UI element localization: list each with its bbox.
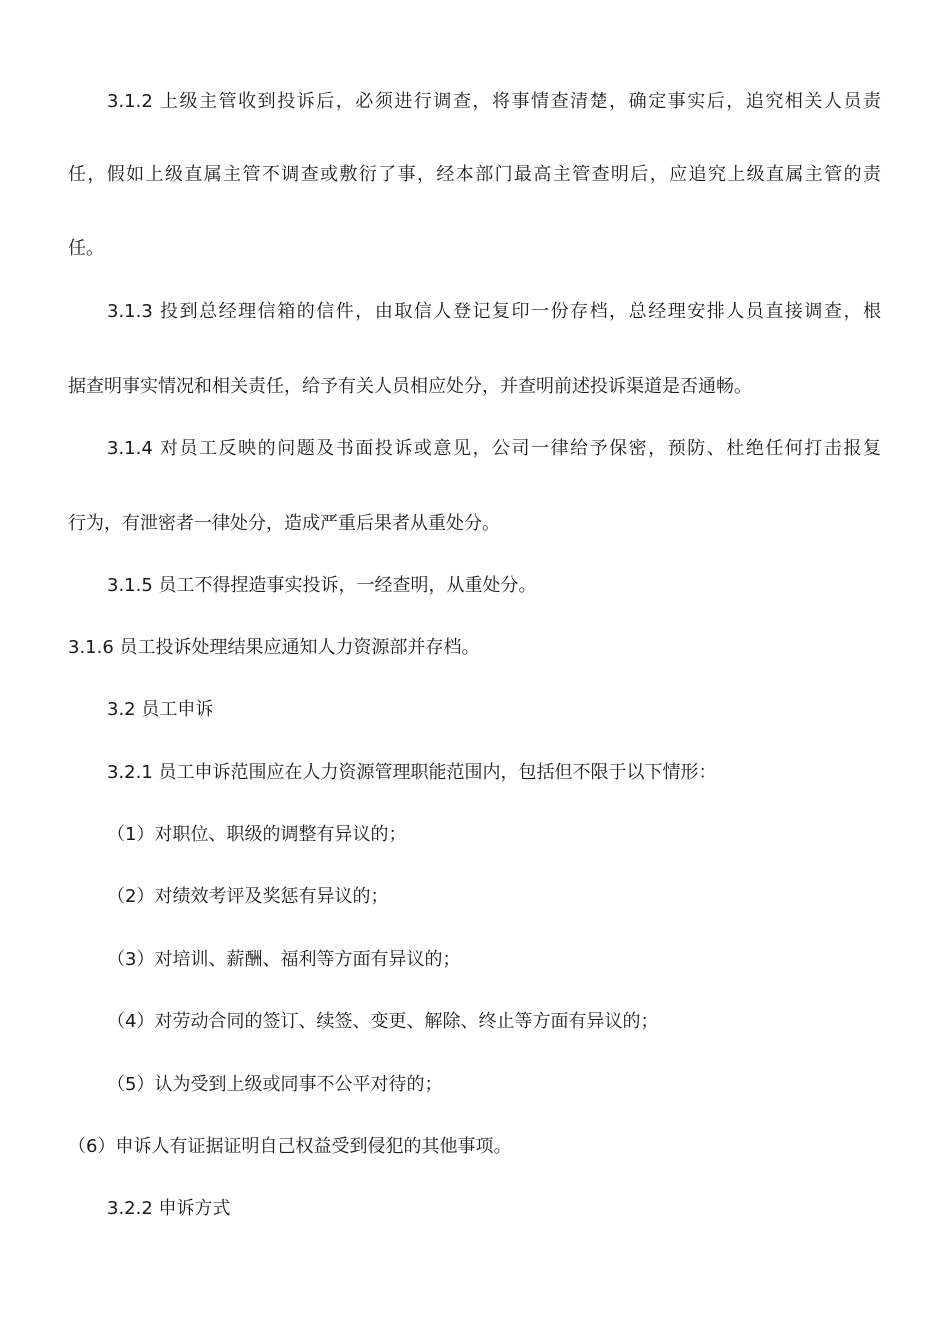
list-item: （5）认为受到上级或同事不公平对待的； [107,1074,443,1095]
paragraph-3-1-4-line-1: 3.1.4 对员工反映的问题及书面投诉或意见，公司一律给予保密，预防、杜绝任何打击报复 [107,438,881,459]
paragraph-3-1-6: 3.1.6 员工投诉处理结果应通知人力资源部并存档。 [68,637,480,658]
paragraph-3-1-2-line-1: 3.1.2 上级主管收到投诉后，必须进行调查，将事情查清楚，确定事实后，追究相关人员责 [107,91,881,112]
paragraph-3-1-3-line-1: 3.1.3 投到总经理信箱的信件，由取信人登记复印一份存档，总经理安排人员直接调查，根 [107,301,881,322]
list-item: （2）对绩效考评及奖惩有异议的； [107,886,389,907]
section-heading-3-2-2: 3.2.2 申诉方式 [107,1198,231,1219]
list-item: （6）申诉人有证据证明自己权益受到侵犯的其他事项。 [68,1136,512,1157]
paragraph-3-2-1: 3.2.1 员工申诉范围应在人力资源管理职能范围内，包括但不限于以下情形： [107,762,717,783]
list-item: （4）对劳动合同的签订、续签、变更、解除、终止等方面有异议的； [107,1011,659,1032]
paragraph-3-1-5: 3.1.5 员工不得捏造事实投诉，一经查明，从重处分。 [107,575,537,596]
paragraph-3-1-3-line-2: 据查明事实情况和相关责任，给予有关人员相应处分，并查明前述投诉渠道是否通畅。 [68,376,752,397]
paragraph-3-1-4-line-2: 行为，有泄密者一律处分，造成严重后果者从重处分。 [68,513,500,534]
list-item: （3）对培训、薪酬、福利等方面有异议的； [107,949,461,970]
paragraph-3-1-2-line-3: 任。 [68,238,104,259]
paragraph-3-1-2-line-2: 任，假如上级直属主管不调查或敷衍了事，经本部门最高主管查明后，应追究上级直属主管的责 [68,164,881,185]
section-heading-3-2: 3.2 员工申诉 [107,699,214,720]
list-item: （1）对职位、职级的调整有异议的； [107,824,407,845]
